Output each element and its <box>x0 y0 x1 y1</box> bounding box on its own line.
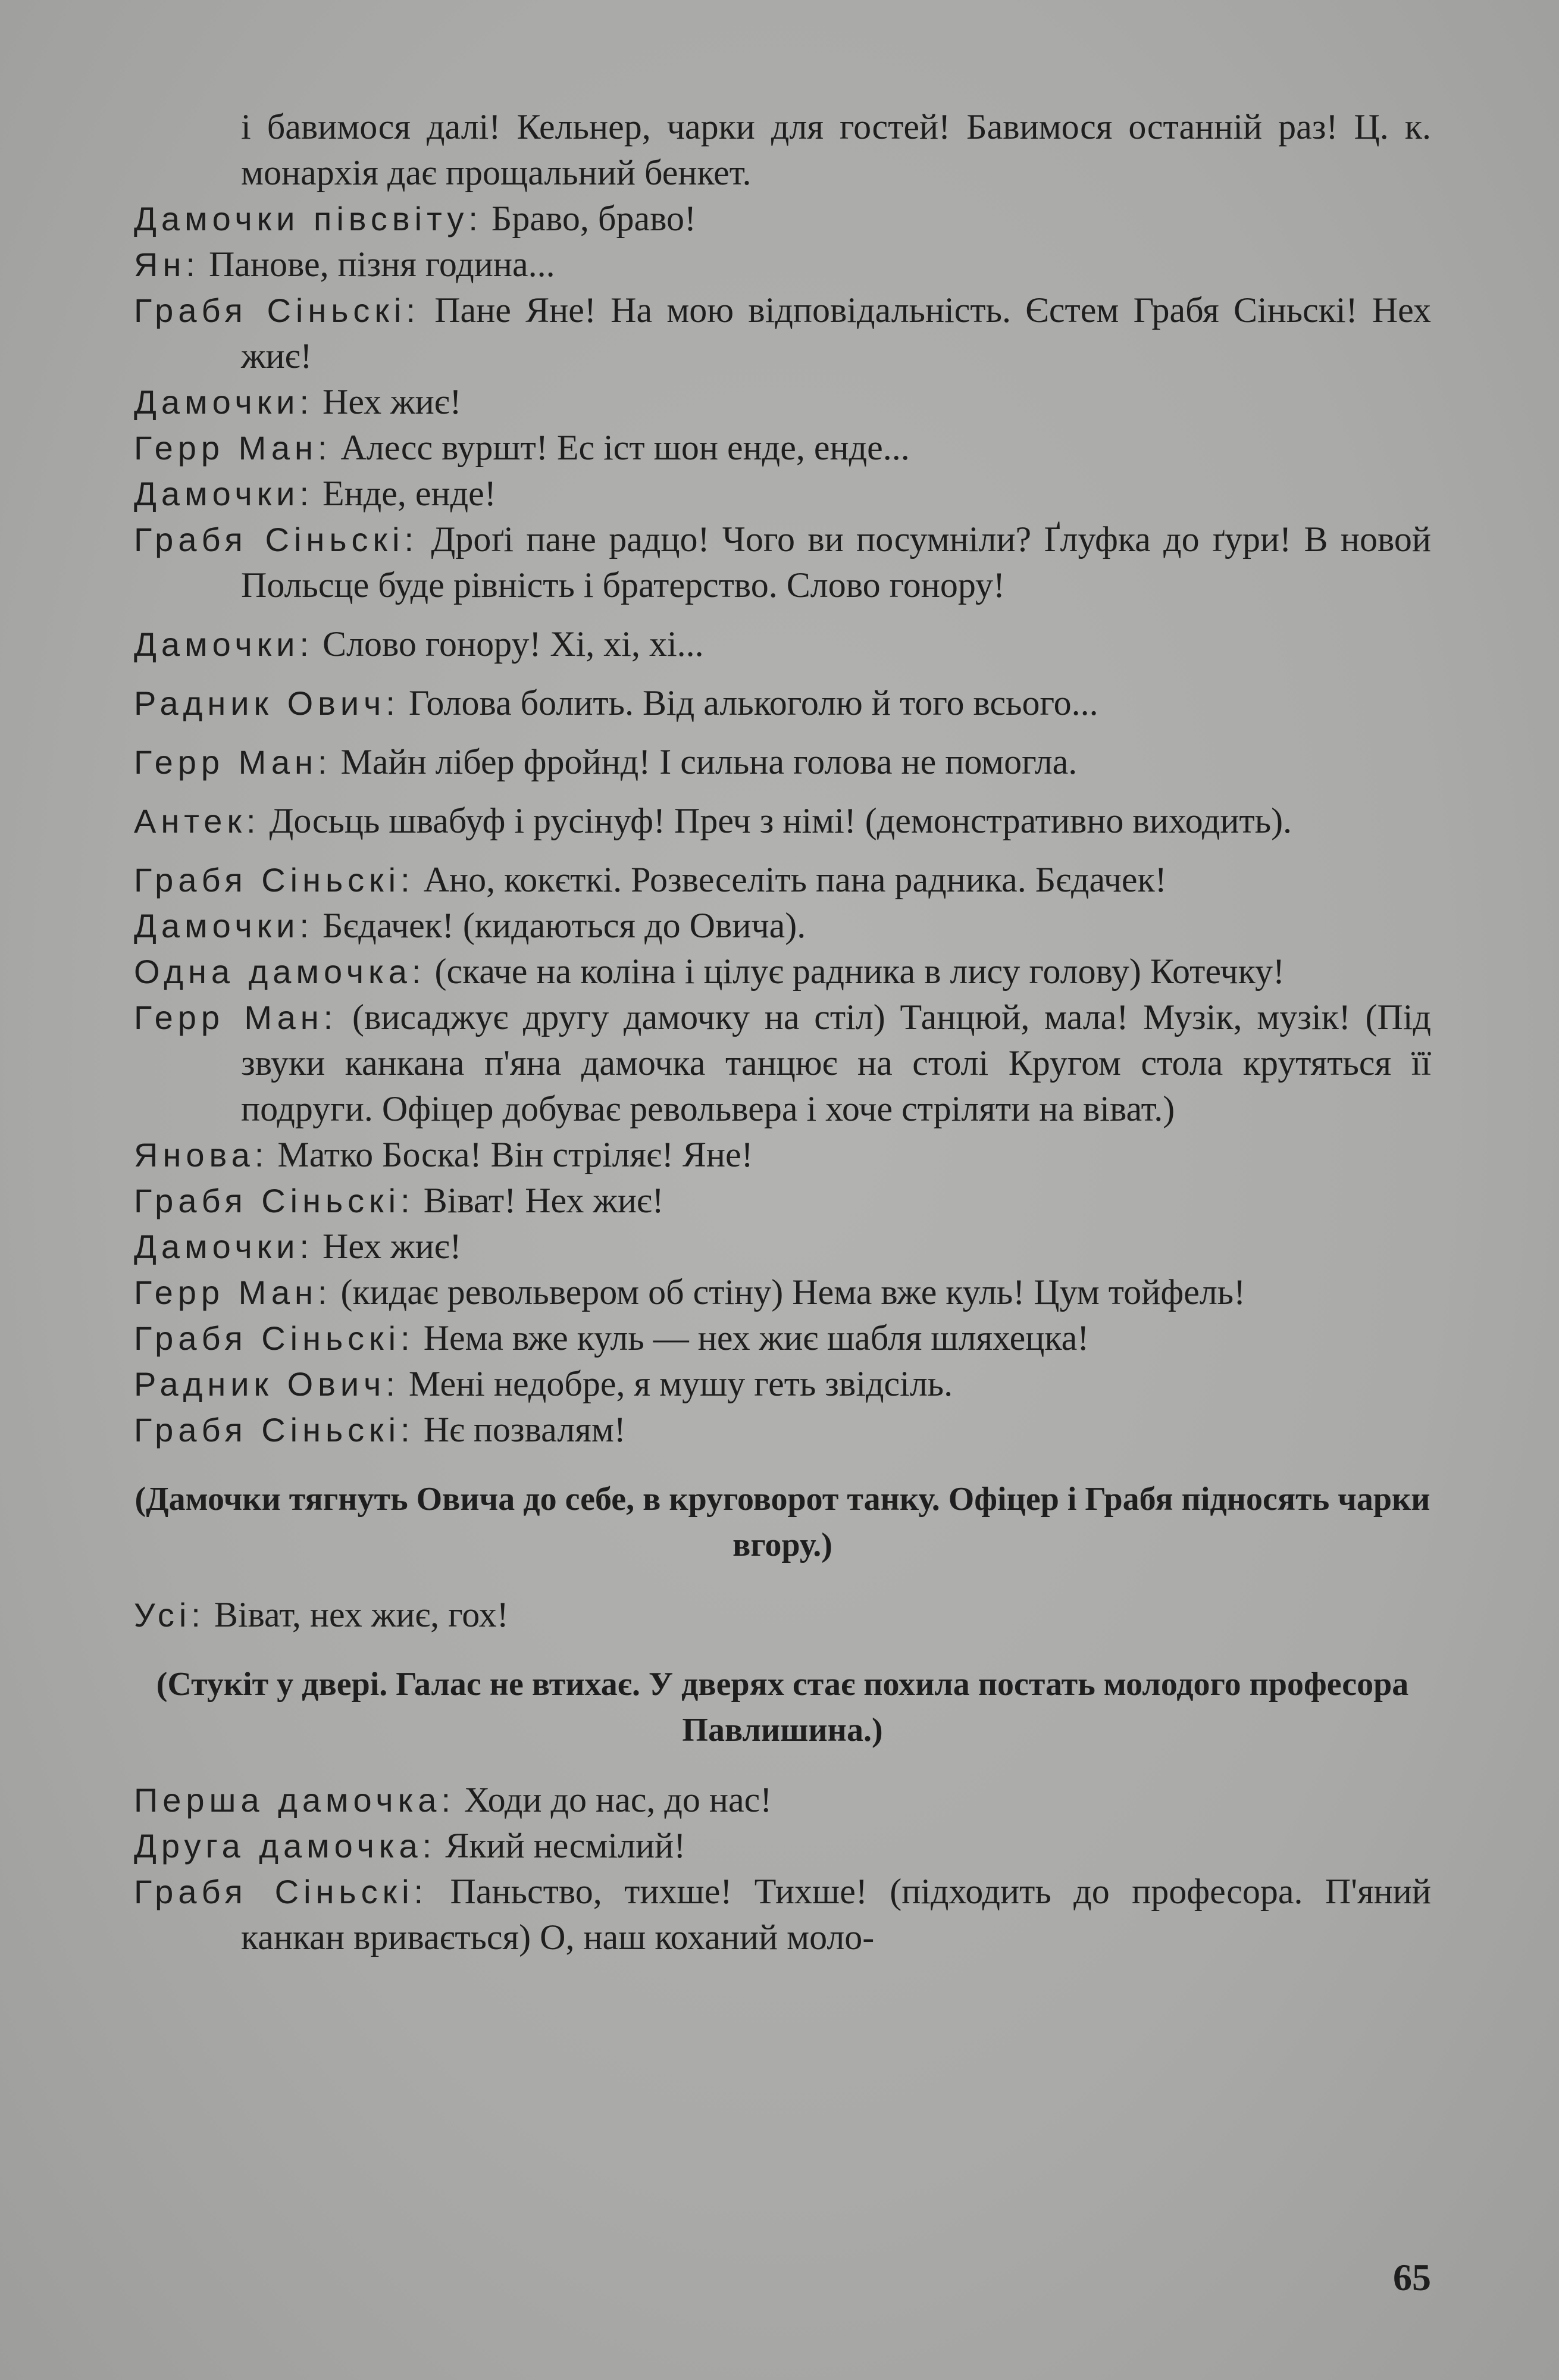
speaker-name: Дамочки: <box>134 383 314 421</box>
page-number: 65 <box>1393 2256 1431 2298</box>
dialogue-line <box>134 1132 1431 1178</box>
line-text: Енде, енде! <box>323 474 496 513</box>
dialogue-line <box>134 1777 1431 1823</box>
dialogue-line <box>134 798 1431 844</box>
speaker-name: Грабя Сіньскі: <box>134 1182 415 1219</box>
line-text: Алесс вуршт! Ес іст шон енде, енде... <box>340 428 910 467</box>
dialogue-line <box>134 1823 1431 1869</box>
dialogue-line <box>134 903 1431 949</box>
dialogue-line <box>134 1315 1431 1361</box>
dialogue-line <box>134 517 1431 608</box>
line-text: (кидає револьвером об стіну) Нема вже куль! Цум тойфель! <box>340 1272 1246 1312</box>
speaker-name: Дамочки: <box>134 626 314 663</box>
speaker-name: Янова: <box>134 1136 269 1174</box>
speaker-name: Радник Ович: <box>134 1365 400 1403</box>
line-text: Нех жиє! <box>323 382 462 421</box>
dialogue-line <box>134 857 1431 903</box>
line-text: Досьць швабуф і русінуф! Преч з німі! (демонстративно виходить). <box>269 801 1292 840</box>
speaker-name: Дамочки півсвіту: <box>134 200 483 237</box>
line-text: Віват! Нех жиє! <box>423 1181 664 1220</box>
dialogue-line <box>134 680 1431 726</box>
speaker-name: Грабя Сіньскі: <box>134 1411 415 1449</box>
line-text: Дроґі пане радцо! Чого ви посумніли? Ґлуфка до ґури! В новой Польсце буде рівність і братерство. Слово гонору! <box>241 520 1432 605</box>
dialogue-line <box>134 1269 1431 1315</box>
line-text: Нема вже куль — нех жиє шабля шляхецка! <box>423 1318 1090 1358</box>
speaker-name: Одна дамочка: <box>134 953 426 990</box>
line-text: Голова болить. Від алькоголю й того всього... <box>408 683 1098 723</box>
dialogue-line <box>134 196 1431 242</box>
line-text: Бєдачек! (кидаються до Овича). <box>323 906 806 945</box>
dialogue-line <box>134 379 1431 425</box>
dialogue-line <box>134 1178 1431 1224</box>
line-text: (висаджує другу дамочку на стіл) Танцюй, мала! Музік, музік! (Під звуки канкана п'яна дамочка танцює на столі Кругом стола крутяться її подруги. Офіцер добуває револьвера і хоче стріляти на віват.) <box>241 997 1432 1128</box>
dialogue-line <box>134 739 1431 785</box>
speaker-name: Дамочки: <box>134 1228 314 1265</box>
speaker-name: Герр Ман: <box>134 743 332 781</box>
stage-direction: (Стукіт у двері. Галас не втихає. У дверях стає похила постать молодого професора Павлишина.) <box>156 1666 1409 1749</box>
speaker-name: Герр Ман: <box>134 999 338 1036</box>
dialogue-line <box>134 994 1431 1132</box>
stage-direction: (Дамочки тягнуть Овича до себе, в круговорот танку. Офіцер і Грабя підносять чарки вгору.) <box>134 1481 1430 1563</box>
dialogue-line <box>134 1869 1431 1960</box>
dialogue-line <box>134 425 1431 471</box>
line-text: (скаче на коліна і цілує радника в лису голову) Котечку! <box>434 952 1285 991</box>
speaker-name: Герр Ман: <box>134 1274 332 1311</box>
line-text: Ходи до нас, до нас! <box>464 1780 772 1819</box>
speaker-name: Дамочки: <box>134 475 314 512</box>
line-text: і бавимося далі! Кельнер, чарки для гостей! Бавимося останній раз! Ц. к. монархія дає прощальний бенкет. <box>241 107 1431 192</box>
dialogue-line <box>134 1592 1431 1638</box>
dialogue-line <box>134 287 1431 379</box>
dialogue-line <box>134 1361 1431 1407</box>
line-text: Мені недобре, я мушу геть звідсіль. <box>408 1364 953 1403</box>
speaker-name: Радник Ович: <box>134 684 400 722</box>
line-text: Ано, кокєткі. Розвеселіть пана радника. Бєдачек! <box>423 860 1167 899</box>
speaker-name: Грабя Сіньскі: <box>134 1873 428 1910</box>
line-text: Віват, нех жиє, гох! <box>214 1595 509 1634</box>
line-text: Панове, пізня година... <box>208 245 555 284</box>
dialogue-line <box>134 621 1431 667</box>
line-text: Паньство, тихше! Тихше! (підходить до професора. П'яний канкан вривається) О, наш коханий моло- <box>241 1872 1431 1957</box>
play-text <box>134 104 1431 1960</box>
speaker-name: Антек: <box>134 802 261 840</box>
speaker-name: Грабя Сіньскі: <box>134 292 420 329</box>
line-text: Нє позвалям! <box>423 1410 626 1449</box>
line-text: Майн лібер фройнд! І сильна голова не помогла. <box>340 742 1078 781</box>
line-text: Матко Боска! Він стріляє! Яне! <box>277 1135 753 1174</box>
continuation-line <box>134 104 1431 196</box>
dialogue-line <box>134 1407 1431 1453</box>
speaker-name: Ян: <box>134 246 200 283</box>
line-text: Який несмілий! <box>445 1826 686 1865</box>
line-text: Слово гонору! Хі, хі, хі... <box>323 624 704 664</box>
speaker-name: Перша дамочка: <box>134 1781 456 1819</box>
speaker-name: Дамочки: <box>134 907 314 945</box>
dialogue-line <box>134 471 1431 517</box>
line-text: Нех жиє! <box>323 1227 462 1266</box>
dialogue-line <box>134 1224 1431 1269</box>
dialogue-line <box>134 949 1431 994</box>
speaker-name: Герр Ман: <box>134 429 332 467</box>
dialogue-line <box>134 242 1431 287</box>
line-text: Пане Яне! На мою відповідальність. Єстем Грабя Сіньскі! Нех жиє! <box>241 290 1431 376</box>
speaker-name: Друга дамочка: <box>134 1827 437 1865</box>
speaker-name: Грабя Сіньскі: <box>134 1319 415 1357</box>
speaker-name: Грабя Сіньскі: <box>134 521 419 558</box>
speaker-name: Грабя Сіньскі: <box>134 861 415 899</box>
line-text: Браво, браво! <box>491 199 696 238</box>
speaker-name: Усі: <box>134 1596 205 1634</box>
